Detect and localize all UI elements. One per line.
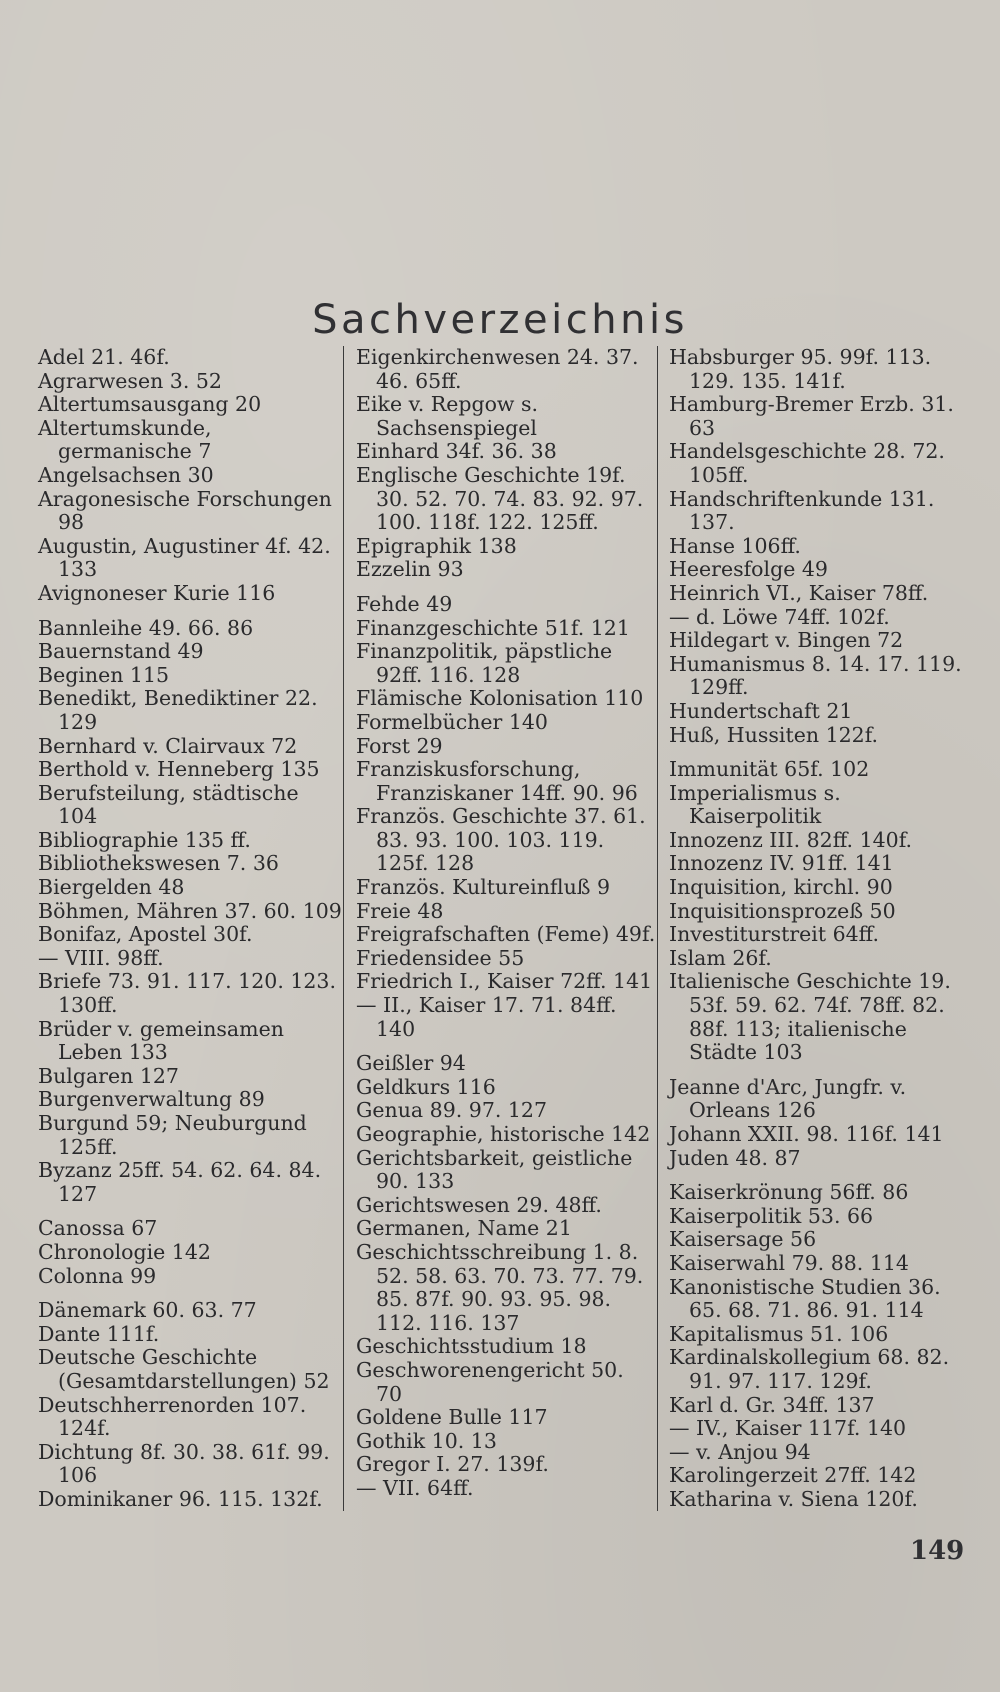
index-entry: Geschworenengericht 50. 70 bbox=[356, 1357, 624, 1406]
index-entry: Bibliographie 135 ff. bbox=[38, 827, 251, 852]
index-entry: Englische Geschichte 19f. 30. 52. 70. 74. 83. 92. 97. 100. 118f. 122. 125ff. bbox=[356, 462, 644, 535]
index-entry: Berufsteilung, städtische 104 bbox=[38, 780, 299, 829]
index-entry: Epigraphik 138 bbox=[356, 533, 517, 558]
index-entry: Genua 89. 97. 127 bbox=[356, 1098, 548, 1123]
index-entry: Handelsgeschichte 28. 72. 105ff. bbox=[669, 439, 945, 487]
index-entry: Dominikaner 96. 115. 132f. bbox=[38, 1486, 323, 1511]
index-entry: Dänemark 60. 63. 77 bbox=[38, 1298, 257, 1323]
index-entry: Handschriftenkunde 131. 137. bbox=[669, 486, 935, 535]
index-entry: Agrarwesen 3. 52 bbox=[38, 368, 222, 393]
index-entry: Humanismus 8. 14. 17. 119. 129ff. bbox=[669, 651, 962, 700]
index-entry: Johann XXII. 98. 116f. 141 bbox=[669, 1122, 944, 1146]
index-entry: Avignoneser Kurie 116 bbox=[38, 580, 276, 605]
index-entry: Bauernstand 49 bbox=[38, 639, 204, 664]
index-entry: Italienische Geschichte 19. 53f. 59. 62. 74f. 78ff. 82. 88f. 113; italienische Städte 103 bbox=[669, 969, 951, 1065]
index-entry: Eike v. Repgow s. Sachsenspiegel bbox=[356, 392, 539, 440]
index-entry: Burgenverwaltung 89 bbox=[38, 1087, 265, 1112]
index-entry: Benedikt, Benediktiner 22. 129 bbox=[38, 686, 318, 734]
index-entry: Heinrich VI., Kaiser 78ff. bbox=[669, 580, 929, 605]
index-entry: Finanzpolitik, päpstliche 92ff. 116. 128 bbox=[356, 639, 613, 687]
index-entry: Canossa 67 bbox=[38, 1216, 158, 1241]
index-entry: Hamburg-Bremer Erzb. 31. 63 bbox=[669, 392, 954, 440]
index-entry: Dante 111f. bbox=[38, 1321, 160, 1346]
page-title: Sachverzeichnis bbox=[312, 296, 688, 343]
column-divider bbox=[343, 346, 344, 1511]
index-entry: Kapitalismus 51. 106 bbox=[669, 1321, 889, 1346]
index-entry: Forst 29 bbox=[356, 733, 443, 758]
index-entry: Geographie, historische 142 bbox=[356, 1122, 651, 1146]
index-entry: Ezzelin 93 bbox=[356, 557, 464, 582]
index-entry: Augustin, Augustiner 4f. 42. 133 bbox=[38, 533, 331, 582]
column-divider bbox=[657, 346, 658, 1511]
index-entry: Friedrich I., Kaiser 72ff. 141 bbox=[356, 969, 653, 994]
index-entry: Kardinalskollegium 68. 82. 91. 97. 117. 129f. bbox=[669, 1345, 950, 1393]
index-entry: Gerichtswesen 29. 48ff. bbox=[356, 1192, 602, 1217]
index-entry: Germanen, Name 21 bbox=[356, 1216, 572, 1241]
index-entry: Angelsachsen 30 bbox=[38, 462, 214, 487]
index-entry: Einhard 34f. 36. 38 bbox=[356, 439, 557, 464]
index-entry: Huß, Hussiten 122f. bbox=[669, 722, 879, 747]
index-entry: Goldene Bulle 117 bbox=[356, 1405, 548, 1430]
index-entry: Kaiserkrönung 56ff. 86 bbox=[669, 1180, 909, 1205]
index-entry: Innozenz III. 82ff. 140f. bbox=[669, 827, 913, 852]
index-entry: — IV., Kaiser 117f. 140 bbox=[669, 1416, 907, 1441]
index-entry: Gothik 10. 13 bbox=[356, 1428, 497, 1453]
index-entry: Karl d. Gr. 34ff. 137 bbox=[669, 1392, 875, 1417]
index-entry: Islam 26f. bbox=[669, 945, 772, 970]
index-column-2 bbox=[356, 346, 656, 1501]
index-entry: Bannleihe 49. 66. 86 bbox=[38, 615, 254, 640]
index-entry: Finanzgeschichte 51f. 121 bbox=[356, 615, 630, 640]
index-entry: — VII. 64ff. bbox=[356, 1475, 474, 1500]
index-entry: Inquisition, kirchl. 90 bbox=[669, 875, 893, 900]
index-entry: Deutschherrenorden 107. 124f. bbox=[38, 1392, 307, 1441]
index-entry: Dichtung 8f. 30. 38. 61f. 99. 106 bbox=[38, 1439, 330, 1488]
index-entry: Chronologie 142 bbox=[38, 1239, 211, 1264]
index-entry: Burgund 59; Neuburgund 125ff. bbox=[38, 1111, 307, 1159]
index-entry: Heeresfolge 49 bbox=[669, 557, 828, 582]
index-entry: Aragonesische Forschungen 98 bbox=[38, 486, 332, 535]
index-entry: Gregor I. 27. 139f. bbox=[356, 1452, 549, 1477]
index-entry: Katharina v. Siena 120f. bbox=[669, 1486, 918, 1511]
index-entry: Berthold v. Henneberg 135 bbox=[38, 757, 320, 782]
index-entry: Freigrafschaften (Feme) 49f. bbox=[356, 922, 656, 947]
index-entry: Kaiserwahl 79. 88. 114 bbox=[669, 1250, 909, 1275]
index-entry: Flämische Kolonisation 110 bbox=[356, 686, 644, 711]
index-entry: Bernhard v. Clairvaux 72 bbox=[38, 733, 298, 758]
index-entry: Eigenkirchenwesen 24. 37. 46. 65ff. bbox=[356, 345, 639, 393]
index-entry: Freie 48 bbox=[356, 898, 444, 923]
index-entry: Altertumsausgang 20 bbox=[38, 392, 262, 417]
index-entry: — d. Löwe 74ff. 102f. bbox=[669, 604, 890, 629]
index-entry: Kanonistische Studien 36. 65. 68. 71. 86. 91. 114 bbox=[669, 1274, 941, 1323]
index-entry: Bonifaz, Apostel 30f. bbox=[38, 922, 253, 947]
index-entry: Geschichtsschreibung 1. 8. 52. 58. 63. 70. 73. 77. 79. 85. 87f. 90. 93. 95. 98. 112. 116. 137 bbox=[356, 1239, 644, 1335]
index-entry: Hildegart v. Bingen 72 bbox=[669, 628, 904, 653]
index-entry: Briefe 73. 91. 117. 120. 123. 130ff. bbox=[38, 969, 336, 1018]
index-entry: Jeanne d'Arc, Jungfr. v. Orleans 126 bbox=[669, 1074, 907, 1123]
index-entry: Kaiserpolitik 53. 66 bbox=[669, 1203, 874, 1228]
index-entry: Karolingerzeit 27ff. 142 bbox=[669, 1463, 917, 1488]
index-entry: Bibliothekswesen 7. 36 bbox=[38, 851, 279, 876]
index-entry: Hanse 106ff. bbox=[669, 533, 801, 558]
index-entry: Altertumskunde, germanische 7 bbox=[38, 415, 212, 464]
index-column-1 bbox=[38, 346, 344, 1512]
index-entry: Hundertschaft 21 bbox=[669, 698, 853, 723]
index-entry: — II., Kaiser 17. 71. 84ff. 140 bbox=[356, 993, 617, 1041]
index-entry: Böhmen, Mähren 37. 60. 109 bbox=[38, 898, 342, 923]
index-entry: Imperialismus s. Kaiserpolitik bbox=[669, 780, 841, 829]
index-entry: Geißler 94 bbox=[356, 1051, 466, 1076]
index-entry: — VIII. 98ff. bbox=[38, 945, 164, 970]
index-entry: Französ. Geschichte 37. 61. 83. 93. 100. 103. 119. 125f. 128 bbox=[356, 804, 646, 876]
index-entry: Inquisitionsprozeß 50 bbox=[669, 898, 896, 923]
index-entry: Investiturstreit 64ff. bbox=[669, 922, 880, 947]
index-entry: Franziskusforschung, Franziskaner 14ff. 90. 96 bbox=[356, 757, 638, 805]
index-entry: Französ. Kultureinfluß 9 bbox=[356, 875, 611, 900]
index-entry: Bulgaren 127 bbox=[38, 1063, 179, 1088]
index-entry: Friedensidee 55 bbox=[356, 945, 525, 970]
index-entry: — v. Anjou 94 bbox=[669, 1439, 811, 1464]
index-column-3 bbox=[669, 346, 969, 1512]
index-entry: Byzanz 25ff. 54. 62. 64. 84. 127 bbox=[38, 1158, 322, 1206]
index-entry: Deutsche Geschichte (Gesamtdarstellungen) 52 bbox=[38, 1345, 330, 1393]
index-entry: Beginen 115 bbox=[38, 662, 170, 687]
page-number: 149 bbox=[910, 1536, 965, 1566]
index-entry: Kaisersage 56 bbox=[669, 1227, 817, 1252]
index-entry: Habsburger 95. 99f. 113. 129. 135. 141f. bbox=[669, 345, 932, 393]
index-entry: Geschichtsstudium 18 bbox=[356, 1334, 587, 1359]
index-entry: Adel 21. 46f. bbox=[38, 345, 170, 369]
index-entry: Juden 48. 87 bbox=[669, 1145, 801, 1170]
index-entry: Brüder v. gemeinsamen Leben 133 bbox=[38, 1016, 284, 1065]
index-entry: Fehde 49 bbox=[356, 591, 453, 616]
index-entry: Innozenz IV. 91ff. 141 bbox=[669, 851, 894, 876]
index-entry: Geldkurs 116 bbox=[356, 1074, 496, 1099]
index-entry: Colonna 99 bbox=[38, 1263, 157, 1288]
index-entry: Immunität 65f. 102 bbox=[669, 757, 870, 782]
index-entry: Gerichtsbarkeit, geistliche 90. 133 bbox=[356, 1145, 633, 1194]
index-entry: Biergelden 48 bbox=[38, 875, 185, 900]
index-entry: Formelbücher 140 bbox=[356, 709, 548, 734]
